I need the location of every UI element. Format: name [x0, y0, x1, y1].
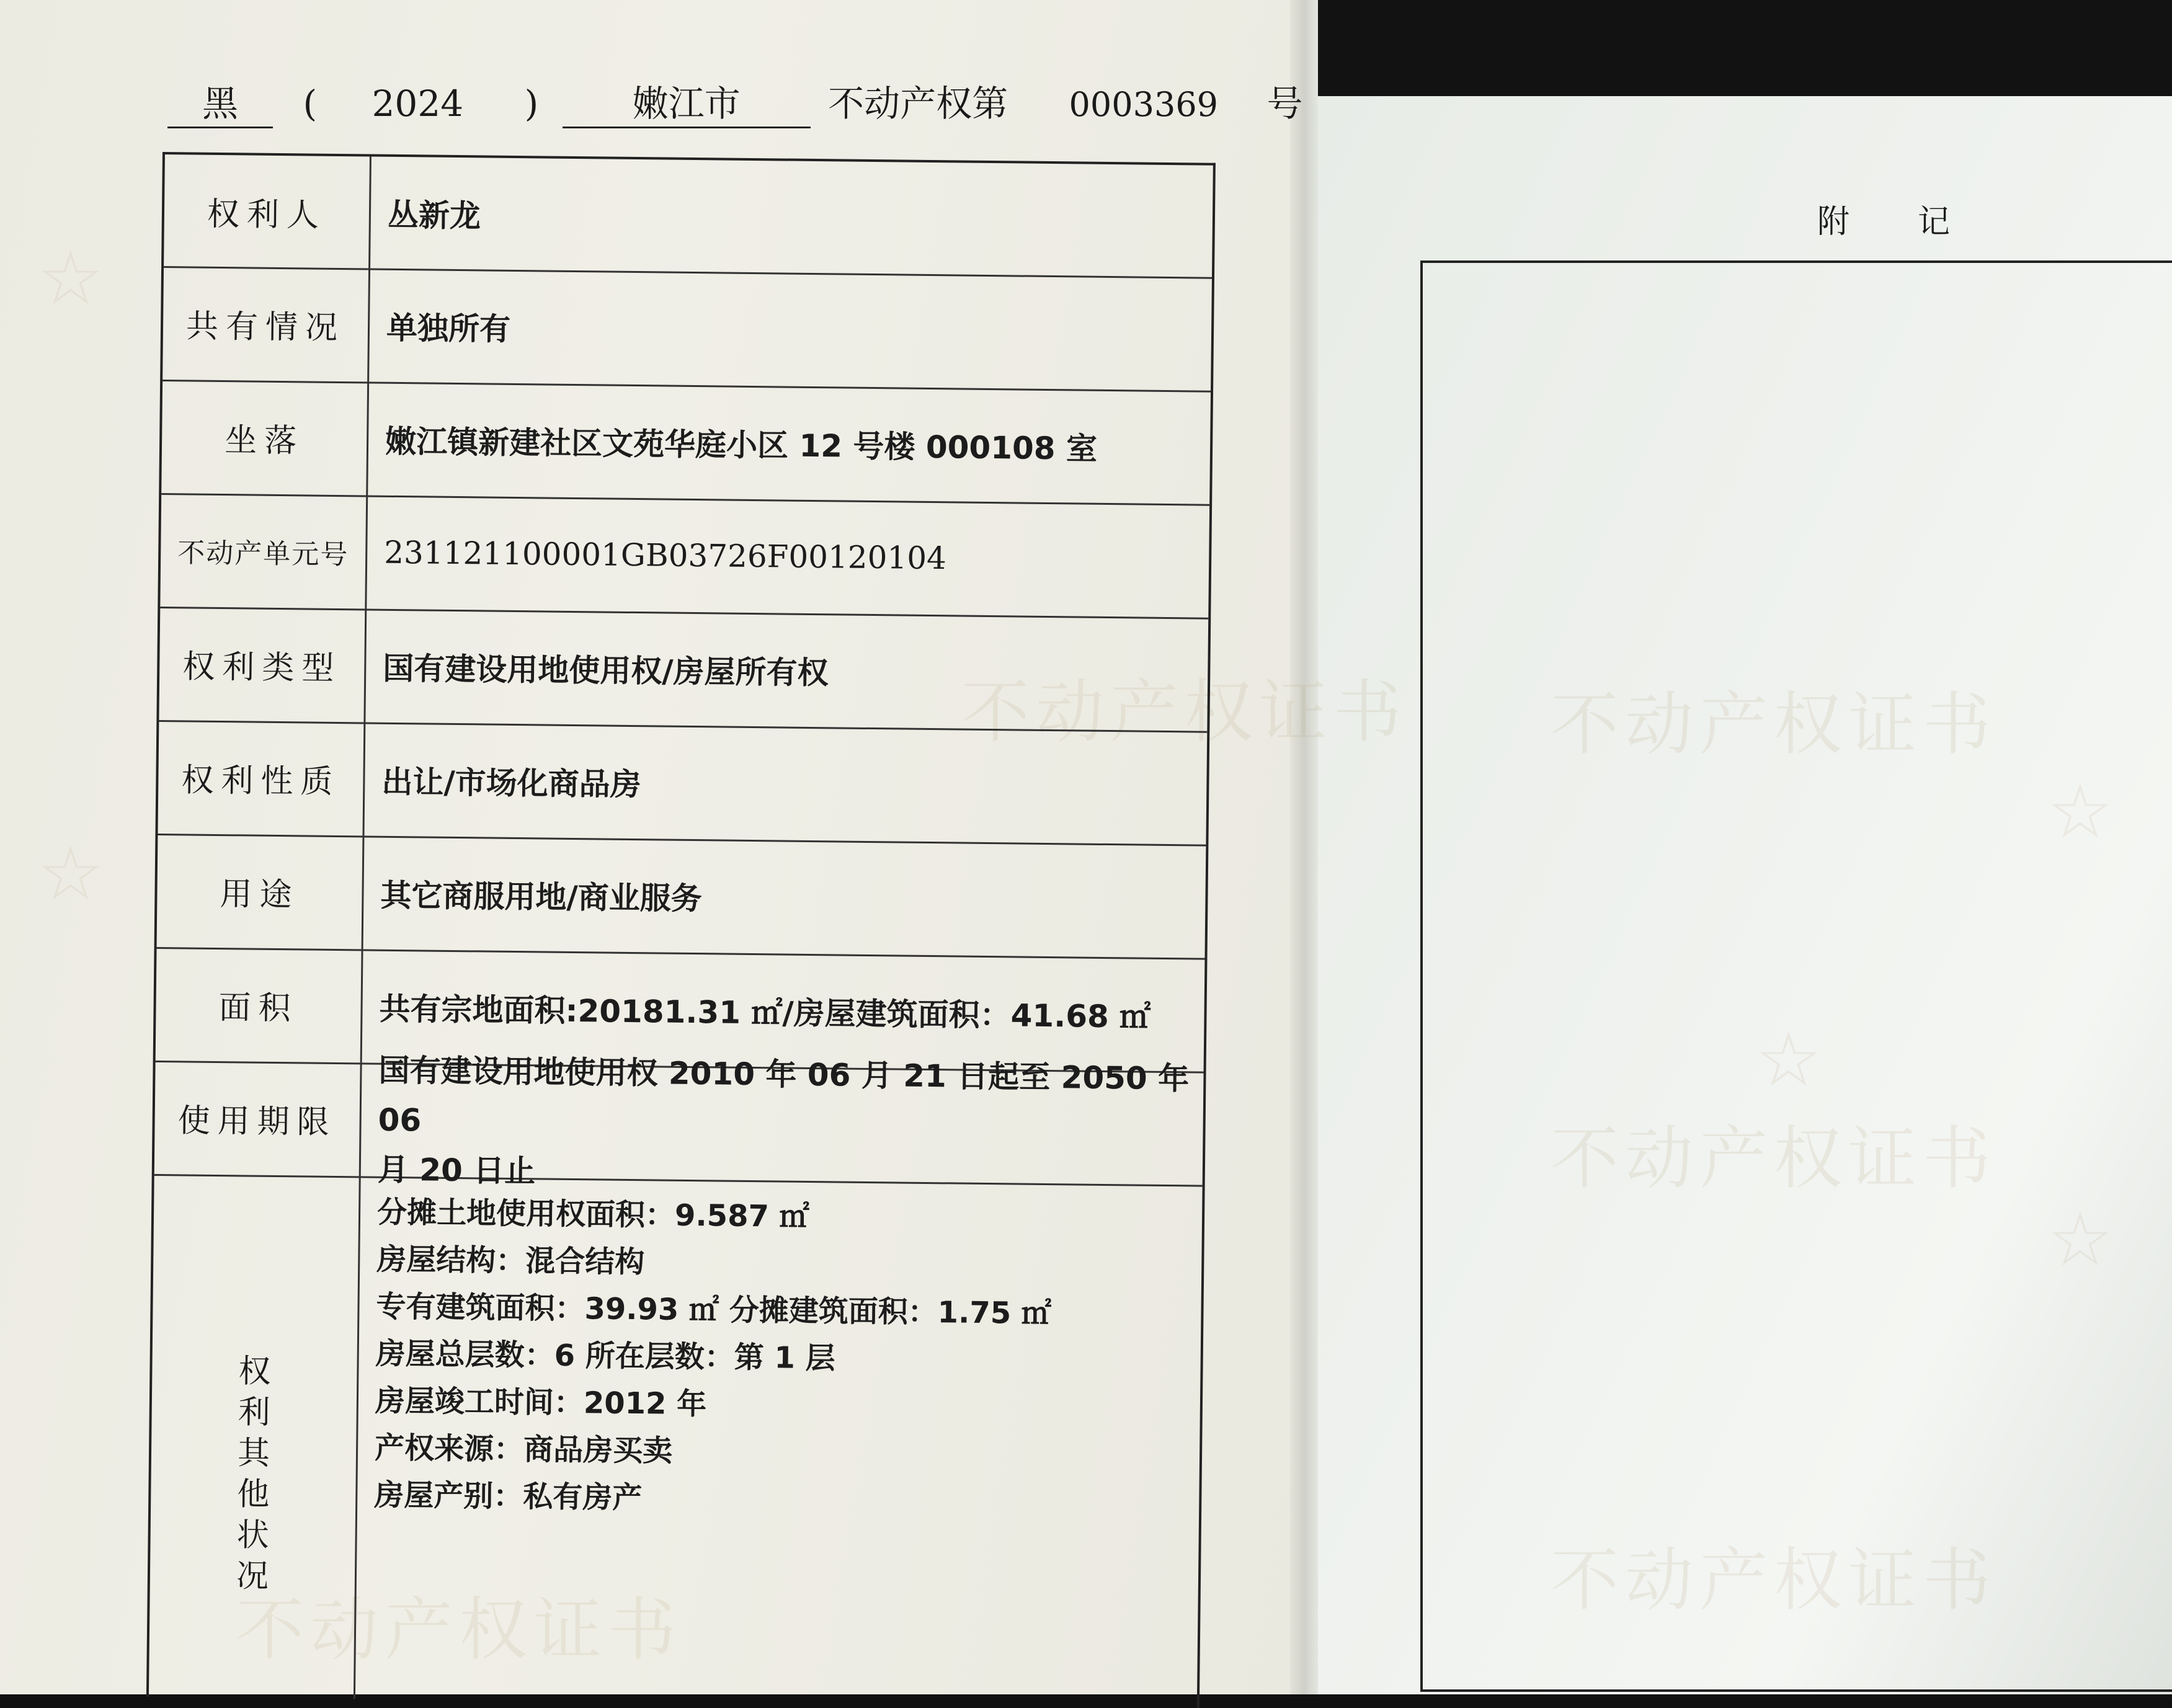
- other-line: 房屋竣工时间：2012 年: [375, 1383, 707, 1422]
- star-icon: ☆: [37, 236, 104, 322]
- star-icon: ☆: [1755, 1017, 1822, 1103]
- other-status-list: [374, 1189, 1053, 1526]
- label-location: 坐落: [161, 380, 369, 495]
- watermark-text: 不动产权证书: [1551, 1541, 1997, 1620]
- watermark-text: 不动产权证书: [236, 1590, 682, 1670]
- cert-prefix: 不动产权第: [828, 82, 1008, 125]
- value-usage: 其它商服用地/商业服务: [380, 877, 703, 917]
- notes-title: 附记: [1817, 203, 2019, 241]
- background-dark: [1309, 0, 2172, 99]
- row-right-nature: [158, 720, 1207, 847]
- value-ownership: 单独所有: [386, 309, 511, 347]
- city: 嫩江市: [563, 74, 811, 128]
- paren-close: ): [524, 82, 539, 125]
- row-location: [161, 380, 1211, 506]
- year: 2024: [372, 82, 464, 125]
- term-line-1: 国有建设用地使用权 2010 年 06 月 21 日起至 2050 年 06: [378, 1052, 1190, 1138]
- notes-box: [1420, 260, 2172, 1692]
- label-ownership: 共有情况: [162, 266, 370, 381]
- cert-number: 0003369: [1069, 85, 1219, 124]
- label-right-type: 权利类型: [159, 607, 367, 722]
- label-usage: 用途: [157, 834, 365, 949]
- row-unit-number: [160, 493, 1209, 620]
- value-term: [377, 1052, 1191, 1189]
- row-ownership: [162, 266, 1212, 393]
- watermark-text: 不动产权证书: [1551, 685, 1997, 764]
- row-usage: [157, 834, 1206, 960]
- value-right-nature: 出让/市场化商品房: [381, 763, 641, 803]
- label-term: 使用期限: [154, 1061, 362, 1176]
- book-spine: [1290, 0, 1318, 1694]
- value-area: 共有宗地面积:20181.31 ㎡/房屋建筑面积：41.68 ㎡: [379, 990, 1151, 1035]
- cert-suffix: 号: [1266, 82, 1303, 125]
- cert-header: [167, 74, 1302, 128]
- other-line: 分摊土地使用权面积：9.587 ㎡: [376, 1194, 809, 1235]
- other-line: 房屋产别：私有房产: [374, 1477, 643, 1516]
- other-line: 房屋结构：混合结构: [376, 1242, 645, 1280]
- province-code: 黑: [167, 74, 273, 128]
- label-other-status: 权 利 其 他 状 况: [149, 1174, 361, 1699]
- star-icon: ☆: [37, 831, 104, 917]
- value-right-type: 国有建设用地使用权/房屋所有权: [383, 650, 829, 691]
- label-unit-number: 不动产单元号: [160, 493, 368, 608]
- other-line: 房屋总层数：6 所在层数：第 1 层: [375, 1336, 835, 1376]
- other-line: 专有建筑面积：39.93 ㎡ 分摊建筑面积：1.75 ㎡: [376, 1289, 1052, 1332]
- row-term: [154, 1052, 1204, 1189]
- label-area: 面积: [156, 947, 363, 1062]
- row-owner: [164, 154, 1213, 279]
- watermark-text: 不动产权证书: [1551, 1119, 1997, 1198]
- label-right-nature: 权利性质: [158, 720, 365, 835]
- property-table: [146, 152, 1216, 1708]
- star-icon: ☆: [2047, 769, 2114, 855]
- value-location: 嫩江镇新建社区文苑华庭小区 12 号楼 000108 室: [385, 423, 1098, 467]
- value-owner: 丛新龙: [387, 197, 481, 234]
- other-line: 产权来源：商品房买卖: [374, 1430, 673, 1469]
- term-line-2: 月 20 日止: [377, 1151, 536, 1189]
- label-owner: 权利人: [164, 154, 372, 268]
- value-unit-number: 231121100001GB03726F00120104: [383, 534, 947, 576]
- star-icon: ☆: [2047, 1197, 2114, 1283]
- row-right-type: [159, 607, 1208, 733]
- watermark-text: 不动产权证书: [961, 672, 1408, 752]
- paren-open: (: [303, 82, 318, 125]
- row-other-status: [149, 1174, 1203, 1708]
